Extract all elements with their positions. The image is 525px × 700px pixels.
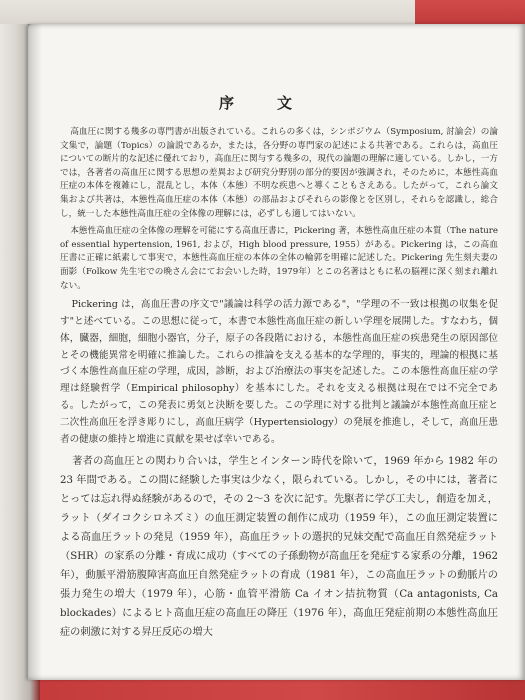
page-title: 序 文 bbox=[218, 94, 306, 112]
paragraph-1: 高血圧に関する幾多の専門書が出版されている。これらの多くは，シンポジウム（Symposium, 討論会）の論文集で，論題（Topics）の論説であるか，または，各分野の専門家の記述による共著である。これらは，高血圧についての断片的な記述に優れており，高血圧に関与する幾多の，現代の論題の理解に適している。しかし，一方では，各著者の高血圧に関する思想の差異および研究分野別の部分的要因が強調され，そのために，本態性高血圧症の本体を複雑にし，混乱とし，本体（本態）不明な疾患へと導くこともさえある。したがって，これら論文集および共著は，本態性高血圧症の本体（本態）の部品およびそれらの影像とを区別し，それらを認識し，総合し，統一した本態性高血圧症の全体像の理解には，必ずしも適してはいない。 bbox=[60, 127, 498, 219]
cover-corner bbox=[415, 0, 525, 24]
paragraph-4: 著者の高血圧との関わり合いは，学生とインターン時代を除いて，1969 年から 1982 年の 23 年間である。この間に経験した事実は少なく，限られている。しかし，その中には，著者にとっては忘れ得ぬ経験があるので，その 2～3 を次に記す。先駆者に学び工夫し，創造を加え，ラット（ダイコクシロネズミ）の血圧測定装置の創作に成功（1959 年），この血圧測定装置による高血圧ラットの発見（1959 年），高血圧ラットの選択的兄妹交配で高血圧自然発症ラット（SHR）の家系の分離・育成に成功（すべての子孫動物が高血圧を発症する家系の分離，1962 年），動脈平滑筋腹障害高血圧自然発症ラットの育成（1981 年），この高血圧ラットの動脈片の張力発生の増大（1979 年），心筋・血管平滑筋 Ca イオン拮抗物質（Ca antagonists, Ca blockades）によるヒト高血圧症の高血圧の降圧（1976 年），高血圧発症前期の本態性高血圧症の刺激に対する昇圧反応の増大 bbox=[60, 456, 498, 639]
paragraph-3: Pickering は，高血圧書の序文で"議論は科学の活力源である"，"学理の不一致は根拠の収集を促す"と述べている。この思想に従って，本書で本態性高血圧症の新しい学理を展開した。すなわち，個体，臓器，細胞，細胞小器官，分子，原子の各段階における，本態性高血圧症の疾患発生の原因部位とその機能異常を明確に推論した。これらの推論を支える基本的な学理的，事実的，理論的根拠に基づく本態性高血圧症の学理，成因，診断，および治療法の事実を記述した。この本態性高血圧症の学理は経験哲学（Empirical philosophy）を基本にした。それを支える根拠は現在では不完全である。したがって，この発表に勇気と決断を要した。この学理に対する批判と議論が本態性高血圧症と二次性高血圧を浮き彫りにし，高血圧病学（Hypertensiology）の発展を推進し，そして，高血圧患者の健康の維持と増進に貢献を果せば幸いである。 bbox=[60, 299, 498, 445]
preface-body bbox=[60, 126, 498, 642]
paragraph-2: 本態性高血圧症の全体像の理解を可能にする高血圧書に，Pickering 著，本態性高血圧症の本質（The nature of essential hypertension, 1961, および，High blood pressure, 1955）がある。Pickering は，この高血圧書に正確に紙素して事実で，本態性高血圧症の本体の全体の輪郭を明確に記述した。Pickering 先生刻夫妻の面影（Folkow 先生宅での晩さん会にてお会いした時，1979年）とこの名著はともに私の脳裡に深く刻まれ離れない。 bbox=[60, 226, 498, 291]
